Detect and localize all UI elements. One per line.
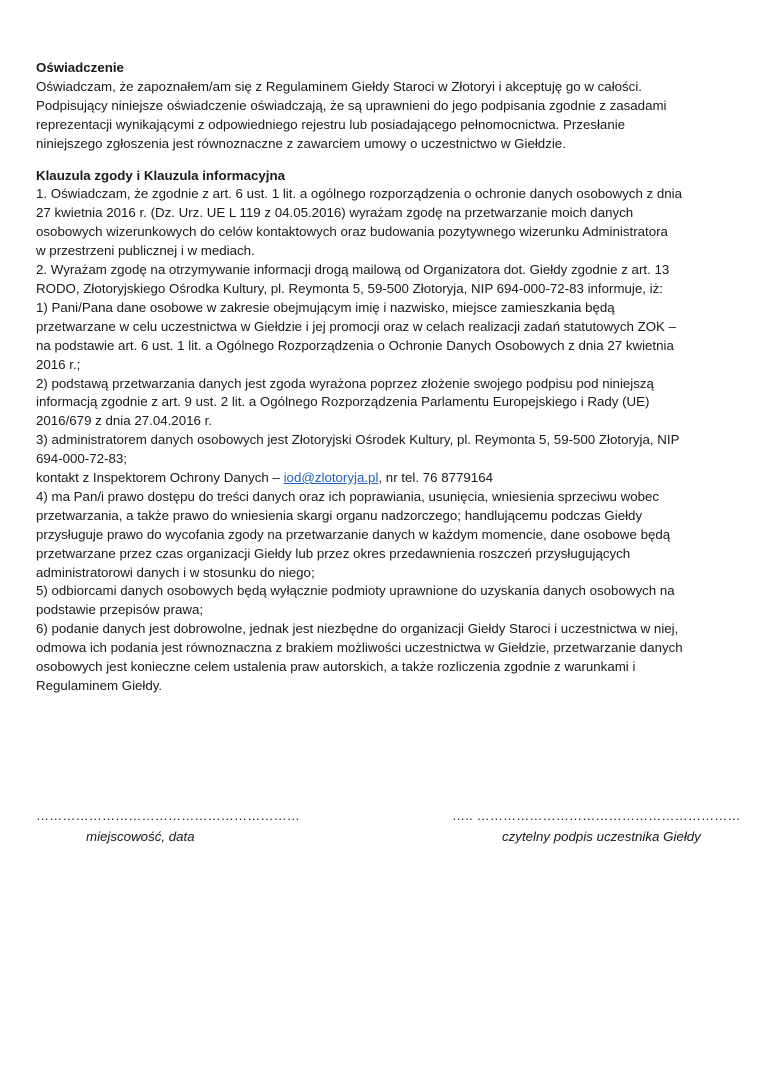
clause-line: RODO, Złotoryjskiego Ośrodka Kultury, pl. Reymonta 5, 59-500 Złotoryja, NIP 694-000-72-83 informuje, iż: [36, 280, 663, 296]
clause-line: 6) podanie danych jest dobrowolne, jednak jest niezbędne do organizacji Giełdy Staroci i uczestnictwa w niej, [36, 621, 679, 637]
clause-line: 4) ma Pan/i prawo dostępu do treści danych oraz ich poprawiania, usunięcia, wniesienia sprzeciwu wobec [36, 488, 660, 504]
declaration-text [36, 78, 726, 154]
clause-line: 2. Wyrażam zgodę na otrzymywanie informacji drogą mailową od Organizatora dot. Giełdy zgodnie z art. 13 [36, 262, 670, 278]
declaration-line: Oświadczam, że zapoznałem/am się z Regulaminem Giełdy Staroci w Złotoryi i akceptuję go w całości. [36, 78, 642, 94]
clause-line: na podstawie art. 6 ust. 1 lit. a Ogólnego Rozporządzenia o Ochronie Danych Osobowych z dnia 27 kwietnia [36, 337, 674, 353]
declaration-line: Podpisujący niniejsze oświadczenie oświadczają, że są uprawnieni do jego podpisania zgodnie z zasadami [36, 97, 667, 113]
contact-suffix: , nr tel. 76 8779164 [378, 470, 493, 486]
document-body [36, 59, 726, 696]
clause-heading: Klauzula zgody i Klauzula informacyjna [36, 167, 285, 183]
clause-line: Regulaminem Giełdy. [36, 678, 163, 693]
participant-signature-caption: czytelny podpis uczestnika Giełdy [502, 829, 701, 844]
clause-line: 2016/679 z dnia 27.04.2016 r. [36, 413, 212, 429]
clause-line: podstawie przepisów prawa; [36, 602, 204, 618]
clause-line: przysługuje prawo do wycofania zgody na przetwarzanie danych w każdym momencie, dane osobowe będą [36, 526, 671, 542]
clause-line: 5) odbiorcami danych osobowych będą wyłącznie podmioty uprawnione do uzyskania danych osobowych na [36, 583, 675, 599]
clause-line: 1. Oświadczam, że zgodnie z art. 6 ust. 1 lit. a ogólnego rozporządzenia o ochronie danych osobowych z dnia [36, 186, 683, 202]
declaration-line: reprezentacji wynikającymi z odpowiedniego rejestru lub posiadającego pełnomocnictwa. Przesłanie [36, 116, 626, 132]
iod-email-link[interactable]: iod@zlotoryja.pl [283, 470, 379, 486]
clause-line: przetwarzane w celu uczestnictwa w Giełdzie i jej promocji oraz w celach realizacji zadań statutowych ZOK – [36, 318, 676, 334]
declaration-heading: Oświadczenie [36, 60, 124, 75]
clause-line: odmowa ich podania jest równoznaczna z brakiem możliwości uczestnictwa w Giełdzie, przetwarzanie danych [36, 640, 683, 656]
clause-line: osobowych jest konieczne celem ustalenia praw autorskich, a także rozliczenia zgodnie z warunkami i [36, 659, 636, 675]
clause-line: 2) podstawą przetwarzania danych jest zgoda wyrażona poprzez złożenie swojego podpisu pod niniejszą [36, 375, 654, 391]
clause-line: 27 kwietnia 2016 r. (Dz. Urz. UE L 119 z 04.05.2016) wyrażam zgodę na przetwarzanie moich danych [36, 205, 634, 221]
contact-prefix: kontakt z Inspektorem Ochrony Danych – [36, 470, 284, 486]
clause-line: w przestrzeni publicznej i w mediach. [36, 243, 255, 259]
clause-line: przetwarzania, a także prawo do wniesienia skargi organu nadzorczego; handlującemu podczas Giełdy [36, 507, 643, 523]
clause-line: administratorowi danych i w stosunku do niego; [36, 564, 315, 580]
clause-line: osobowych wizerunkowych do celów kontaktowych oraz budowania pozytywnego wizerunku Administratora [36, 224, 668, 240]
clause-text [36, 185, 726, 695]
contact-line [36, 469, 726, 488]
clause-line: 694-000-72-83; [36, 451, 127, 467]
clause-line: 3) administratorem danych osobowych jest Złotoryjski Ośrodek Kultury, pl. Reymonta 5, 59-500 Złotoryja, NIP [36, 432, 680, 448]
declaration-line: niniejszego zgłoszenia jest równoznaczne z zawarciem umowy o uczestnictwo w Giełdzie. [36, 135, 566, 151]
clause-line: informacją zgodnie z art. 9 ust. 2 lit. a Ogólnego Rozporządzenia Parlamentu Europejskiego i Rady (UE) [36, 394, 650, 410]
clause-line: przetwarzane przez czas organizacji Giełdy lub przez okres przedawnienia roszczeń przysługujących [36, 545, 631, 561]
clause-line: 2016 r.; [36, 356, 81, 372]
place-date-caption: miejscowość, data [86, 829, 195, 844]
place-date-signature-line: …………………………………………………… [36, 808, 300, 823]
participant-signature-line: ….. …………………………………………………… [452, 808, 741, 823]
clause-line: 1) Pani/Pana dane osobowe w zakresie obejmującym imię i nazwisko, miejsce zamieszkania będą [36, 299, 615, 315]
